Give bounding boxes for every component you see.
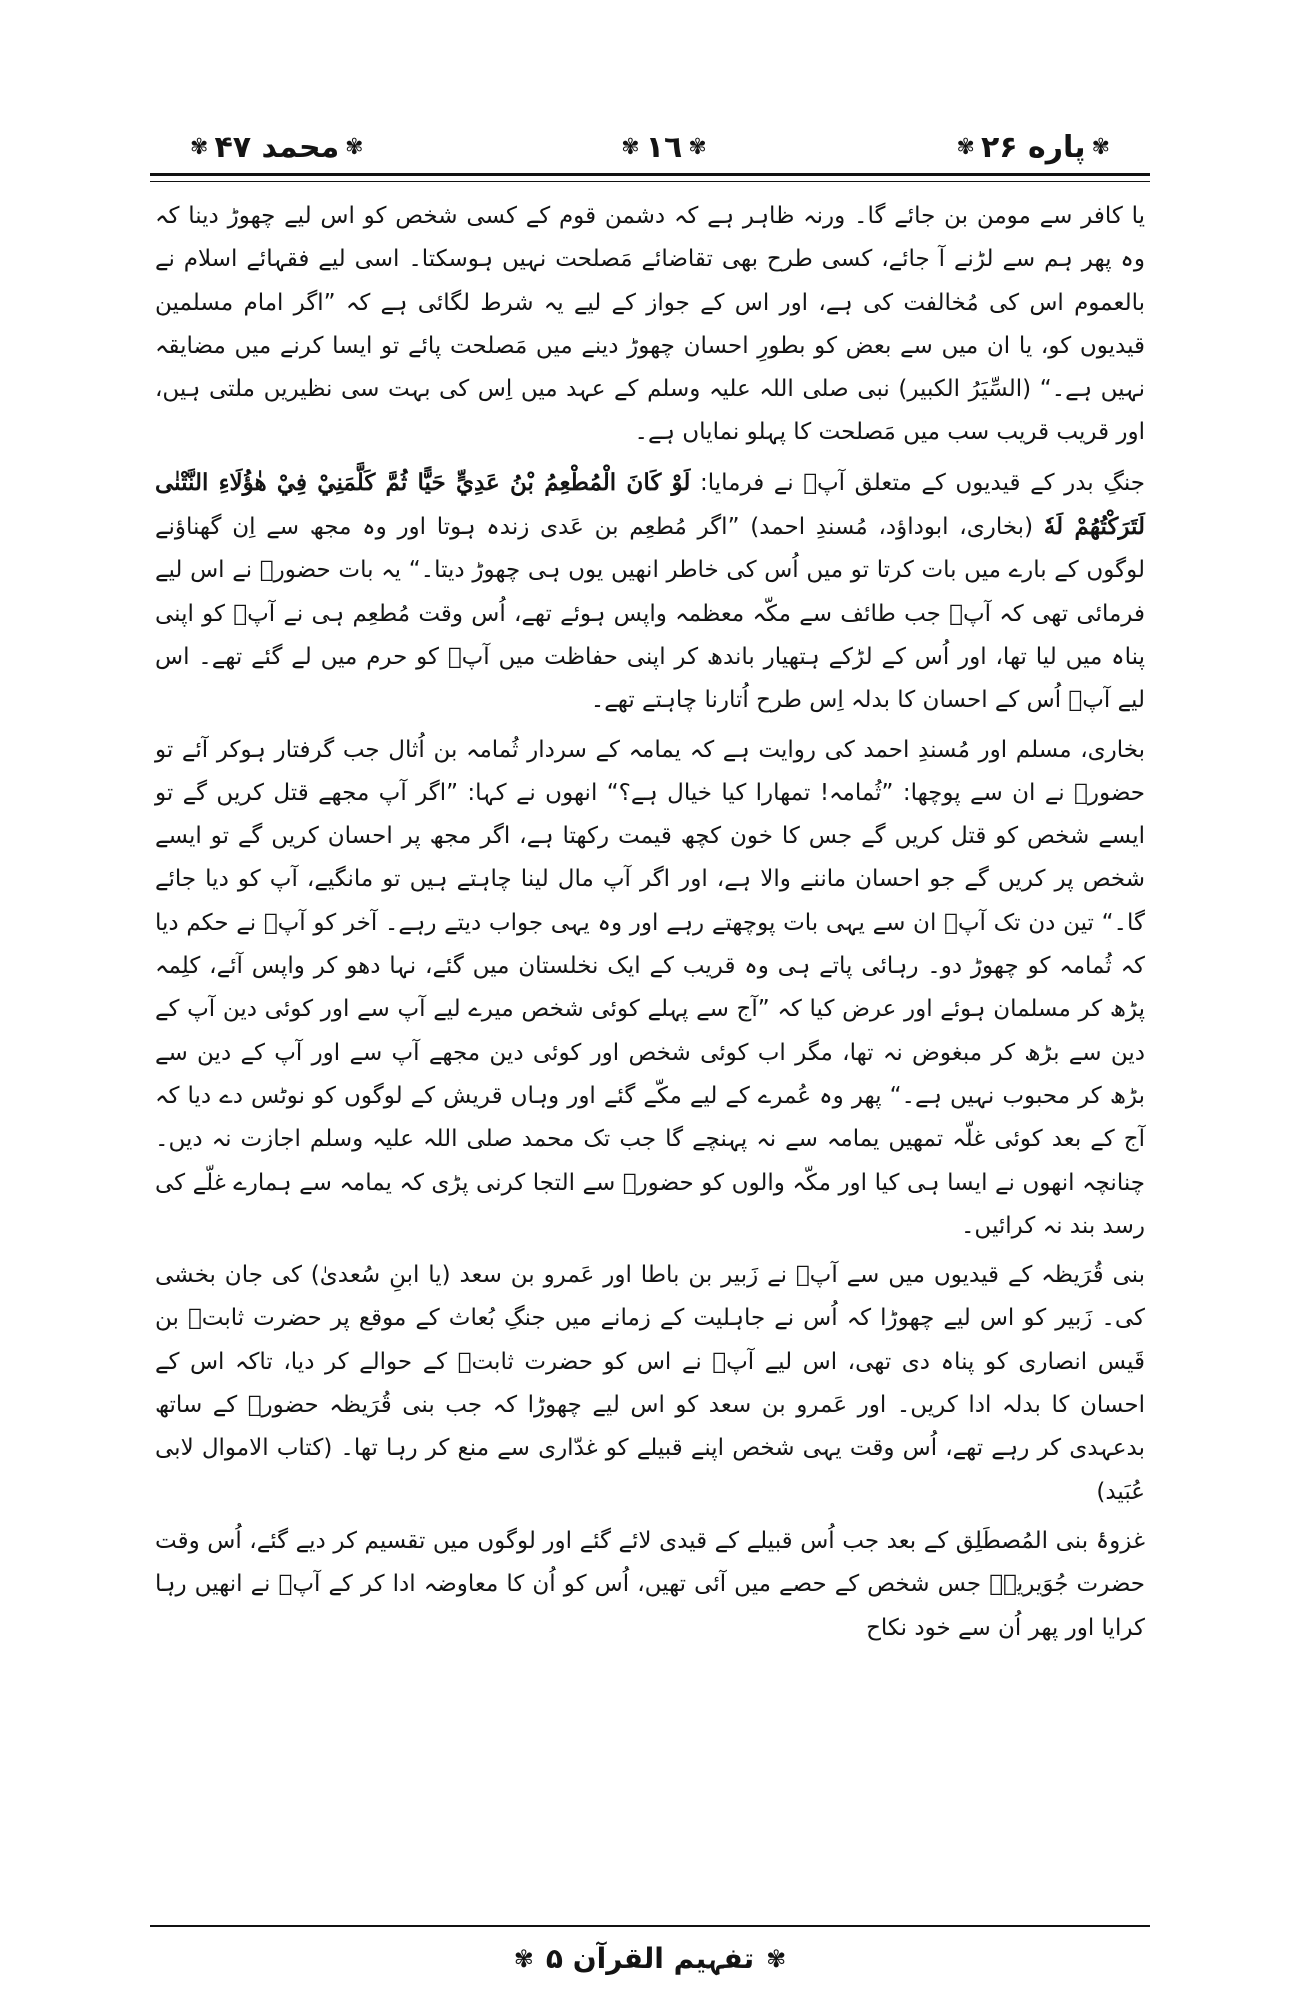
ornament-icon: ✾: [956, 134, 975, 160]
hadith-arabic: لَوْ كَانَ الْمُطْعِمُ بْنُ عَدِيٍّ حَيًّا ثُمَّ كَلَّمَنِيْ فِيْ هٰؤُلَاءِ النَّتْنٰى لَتَرَكْتُهُمْ لَهٗ: [155, 468, 1145, 541]
page-number: ۱٦: [645, 129, 683, 165]
paragraph: یا کافر سے مومن بن جائے گا۔ ورنہ ظاہر ہے کہ دشمن قوم کے کسی شخص کو اس لیے چھوڑ دینا کہ وہ پھر ہم سے لڑنے آ جائے، کسی طرح بھی تقاضائے مَصلحت نہیں ہوسکتا۔ اسی لیے فقہائے اسلام نے بالعموم اس کی مُخالفت کی ہے، اور اس کے جواز کے لیے یہ شرط لگائی ہے کہ ”اگر امام مسلمین قیدیوں کو، یا ان میں سے بعض کو بطورِ احسان چھوڑ دینے میں مَصلحت پائے تو ایسا کرنے میں مضایقہ نہیں ہے۔“ (السِّیَرُ الکبیر) نبی صلی اللہ علیہ وسلم کے عہد میں اِس کی بہت سی نظیریں ملتی ہیں، اور قریب قریب سب میں مَصلحت کا پہلو نمایاں ہے۔: [155, 203, 1145, 446]
ornament-icon: ✾: [621, 134, 640, 160]
ornament-icon: ✾: [1091, 134, 1110, 160]
ornament-icon: ✾: [688, 134, 707, 160]
footer-title-box: [494, 1938, 806, 1979]
paragraph-lead: جنگِ بدر کے قیدیوں کے متعلق آپؐ نے فرمایا:: [700, 469, 1145, 496]
page-footer: [150, 1938, 1150, 1988]
surah-name: محمد ۴۷: [214, 129, 340, 165]
paragraph: غزوۂ بنی المُصطَلِق کے بعد جب اُس قبیلے کے قیدی لائے گئے اور لوگوں میں تقسیم کر دیے گئے، اُس وقت حضرت جُوَیریہؓ جس شخص کے حصے میں آئی تھیں، اُس کو اُن کا معاوضہ ادا کر کے آپؐ نے انھیں رہا کرایا اور پھر اُن سے خود نکاح: [155, 1527, 1145, 1641]
paragraph: بخاری، مسلم اور مُسندِ احمد کی روایت ہے کہ یمامہ کے سردار ثُمامہ بن اُثال جب گرفتار ہوکر آئے تو حضورؐ نے ان سے پوچھا: ”ثُمامہ! تمھارا کیا خیال ہے؟“ انھوں نے کہا: ”اگر آپ مجھے قتل کریں گے تو ایسے شخص کو قتل کریں گے جس کا خون کچھ قیمت رکھتا ہے، اگر مجھ پر احسان کریں گے تو ایسے شخص پر کریں گے جو احسان ماننے والا ہے، اور اگر آپ مال لینا چاہتے ہیں تو مانگیے، آپ کو دیا جائے گا۔“ تین دن تک آپؐ ان سے یہی بات پوچھتے رہے اور وہ یہی جواب دیتے رہے۔ آخر کو آپؐ نے حکم دیا کہ ثُمامہ کو چھوڑ دو۔ رہائی پاتے ہی وہ قریب کے ایک نخلستان میں گئے، نہا دھو کر واپس آئے، کلِمہ پڑھ کر مسلمان ہوئے اور عرض کیا کہ ”آج سے پہلے کوئی شخص میرے لیے آپ سے اور کوئی دین آپ کے دین سے بڑھ کر مبغوض نہ تھا، مگر اب کوئی شخص اور کوئی دین مجھے آپ سے اور آپ کے دین سے بڑھ کر محبوب نہیں ہے۔“ پھر وہ عُمرے کے لیے مکّے گئے اور وہاں قریش کے لوگوں کو نوٹس دے دیا کہ آج کے بعد کوئی غلّہ تمھیں یمامہ سے نہ پہنچے گا جب تک محمد صلی اللہ علیہ وسلم اجازت نہ دیں۔ چنانچہ انھوں نے ایسا ہی کیا اور مکّہ والوں کو حضورؐ سے التجا کرنی پڑی کہ یمامہ سے ہمارے غلّے کی رسد بند نہ کرائیں۔: [155, 736, 1145, 1239]
ornament-icon: ✾: [766, 1944, 787, 1973]
ornament-icon: ✾: [513, 1944, 534, 1973]
paragraph: بنی قُرَیظہ کے قیدیوں میں سے آپؐ نے زَبیر بن باطا اور عَمرو بن سعد (یا ابنِ سُعدیٰ) کی جان بخشی کی۔ زَبیر کو اس لیے چھوڑا کہ اُس نے جاہلیت کے زمانے میں جنگِ بُعاث کے موقع پر حضرت ثابتؓ بن قَیس انصاری کو پناہ دی تھی، اس لیے آپؐ نے اس کو حضرت ثابتؓ کے حوالے کر دیا، تاکہ اس کے احسان کا بدلہ ادا کریں۔ اور عَمرو بن سعد کو اس لیے چھوڑا کہ جب بنی قُرَیظہ حضورؐ کے ساتھ بدعہدی کر رہے تھے، اُس وقت یہی شخص اپنے قبیلے کو غدّاری سے منع کر رہا تھا۔ (کتاب الاموال لابی عُبَید): [155, 1262, 1145, 1505]
para-number: پاره ۲۶: [980, 129, 1086, 165]
footer-rule: [150, 1925, 1150, 1927]
page-header: [150, 122, 1150, 182]
header-page-number-box: [550, 128, 778, 166]
ornament-icon: ✾: [190, 134, 209, 160]
body-text: [155, 195, 1145, 1650]
header-rule: [150, 173, 1150, 176]
ornament-icon: ✾: [345, 134, 364, 160]
paragraph-rest: (بخاری، ابوداؤد، مُسندِ احمد) ”اگر مُطعِم بن عَدی زندہ ہوتا اور وہ مجھ سے اِن گھناؤنے لوگوں کے بارے میں بات کرتا تو میں اُس کی خاطر انھیں یوں ہی چھوڑ دیتا۔“ یہ بات حضورؐ نے اس لیے فرمائی تھی کہ آپؐ جب طائف سے مکّہ معظمہ واپس ہوئے تھے، اُس وقت مُطعِم ہی نے آپؐ کو اپنی پناہ میں لیا تھا، اور اُس کے لڑکے ہتھیار باندھ کر اپنی حفاظت میں آپؐ کو حرم میں لے گئے تھے۔ اس لیے آپؐ اُس کے احسان کا بدلہ اِس طرح اُتارنا چاہتے تھے۔: [155, 514, 1145, 714]
header-para-box: [937, 128, 1130, 166]
header-surah-box: [170, 128, 384, 166]
header-rule-thin: [150, 181, 1150, 182]
book-title: تفہیم القرآن ۵: [545, 1942, 755, 1975]
paragraph: [155, 461, 1145, 723]
